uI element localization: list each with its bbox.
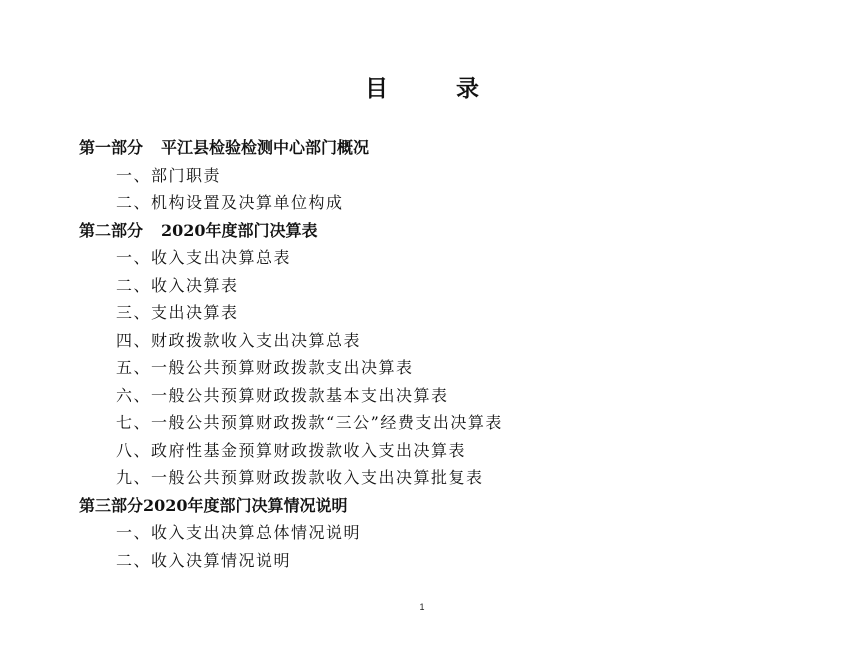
toc-part-title: 2020年度部门决算表: [161, 220, 318, 240]
toc-item: 一、收入支出决算总表: [116, 248, 292, 267]
toc-part-title: 2020年度部门决算情况说明: [143, 495, 348, 515]
toc-part-label: 第一部分: [79, 138, 144, 157]
toc-item: 二、收入决算表: [116, 275, 239, 295]
toc-item: 三、支出决算表: [116, 303, 239, 322]
toc-part-label: 第二部分: [79, 220, 144, 240]
toc-item: 九、一般公共预算财政拨款收入支出决算批复表: [116, 468, 484, 487]
toc-item: 四、财政拨款收入支出决算总表: [116, 330, 362, 350]
toc-part-heading: [79, 217, 503, 245]
toc-part-label: 第三部分: [79, 495, 144, 515]
toc-item: 五、一般公共预算财政拨款支出决算表: [116, 358, 414, 377]
toc-part-heading: [79, 134, 503, 162]
toc-part-title: 平江县检验检测中心部门概况: [161, 138, 370, 157]
toc-item: 一、收入支出决算总体情况说明: [116, 523, 362, 542]
page-number: 1: [419, 602, 425, 612]
toc-item: 一、部门职责: [116, 165, 222, 185]
toc-item: 二、机构设置及决算单位构成: [116, 193, 344, 212]
page-title: 目 录: [364, 75, 509, 102]
toc-item: 八、政府性基金预算财政拨款收入支出决算表: [116, 440, 467, 460]
toc-item: 二、收入决算情况说明: [116, 550, 292, 570]
toc-part-heading: [79, 492, 503, 520]
table-of-contents: [79, 134, 503, 574]
toc-item: 六、一般公共预算财政拨款基本支出决算表: [116, 385, 449, 405]
toc-item: 七、一般公共预算财政拨款“三公”经费支出决算表: [116, 413, 503, 432]
